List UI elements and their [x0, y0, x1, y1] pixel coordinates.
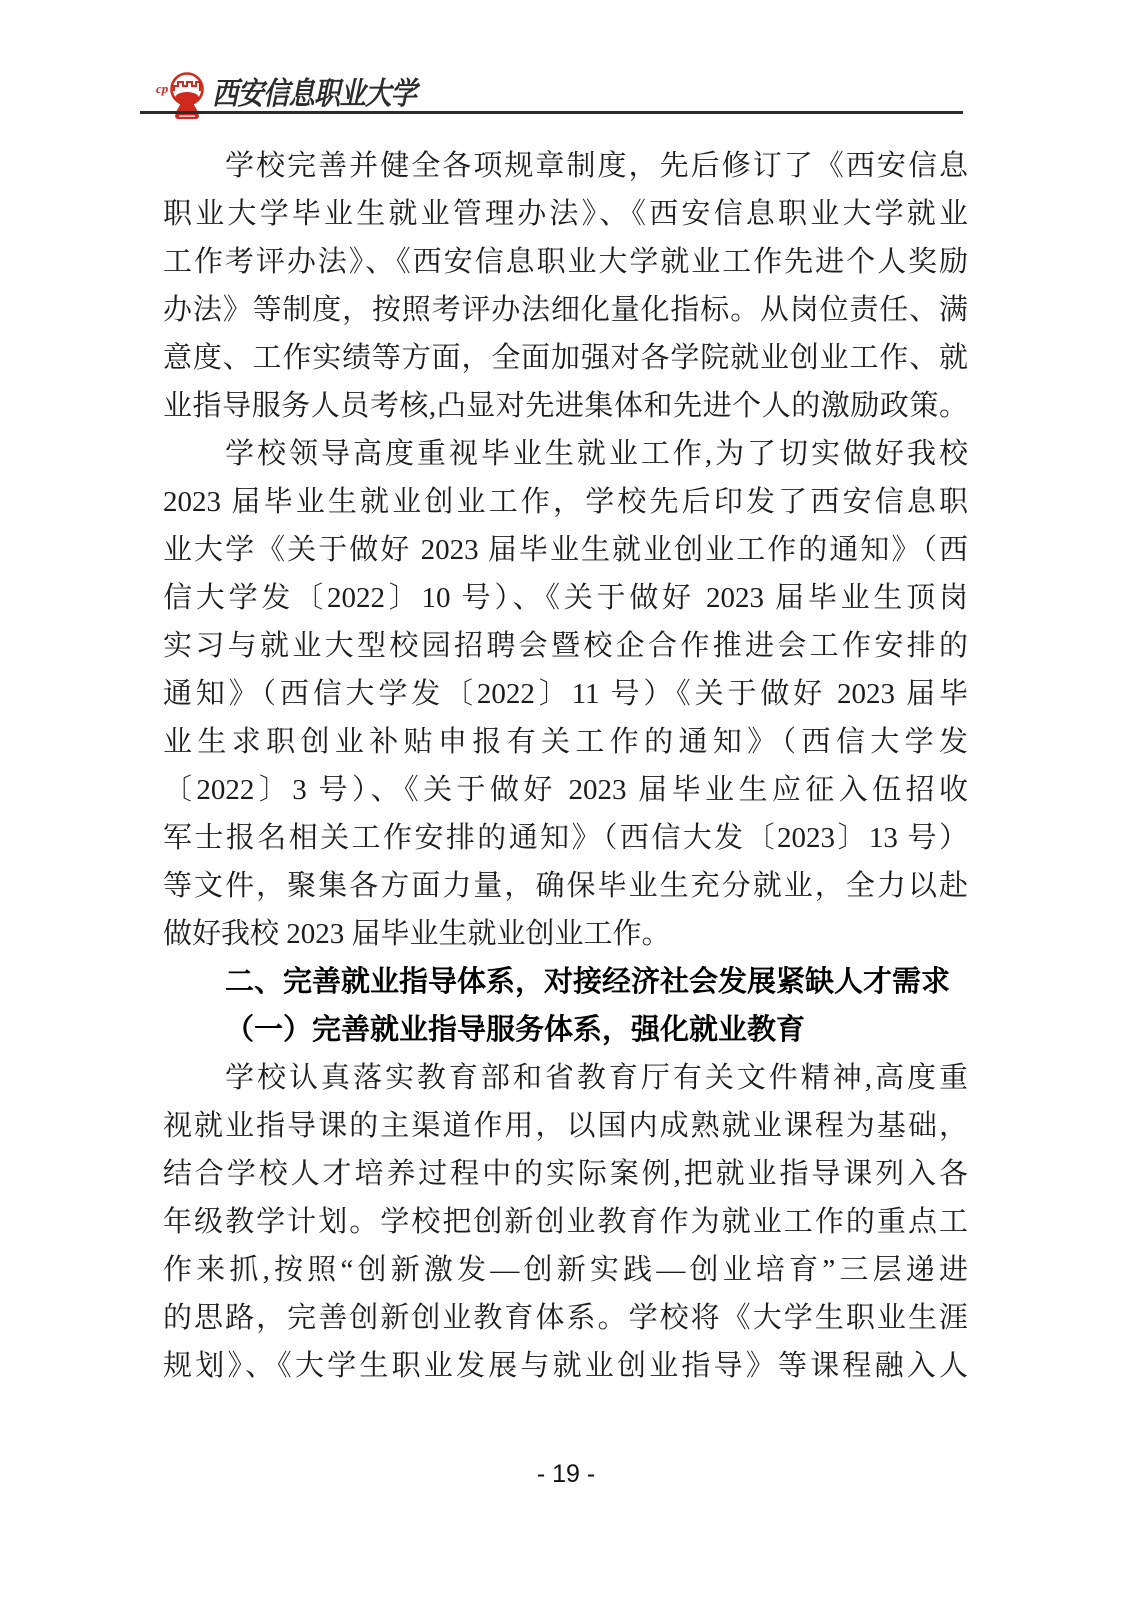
school-name: 西安信息职业大学: [212, 76, 416, 111]
subsection-heading: （一）完善就业指导服务体系，强化就业教育: [225, 1014, 806, 1046]
body-line: 业大学《关于做好 2023 届毕业生就业创业工作的通知》（西: [163, 534, 968, 566]
emblem-globe: [175, 92, 199, 104]
body-line: 实习与就业大型校园招聘会暨校企合作推进会工作安排的: [163, 630, 968, 662]
body-line: 通知》（西信大学发〔2022〕11 号）《关于做好 2023 届毕: [163, 678, 968, 710]
page-number: - 19 -: [536, 1460, 596, 1488]
body-line: 学校领导高度重视毕业生就业工作,为了切实做好我校: [225, 438, 968, 470]
body-line: 〔2022〕3 号）、《关于做好 2023 届毕业生应征入伍招收: [163, 774, 968, 806]
body-line: 办法》等制度，按照考评办法细化量化指标。从岗位责任、满: [163, 294, 968, 326]
body-line: 等文件，聚集各方面力量，确保毕业生充分就业，全力以赴: [163, 870, 968, 902]
body-line: 学校认真落实教育部和省教育厅有关文件精神,高度重: [225, 1062, 968, 1094]
logo-cp-text: cp: [156, 81, 169, 96]
body-line: 业生求职创业补贴申报有关工作的通知》（西信大学发: [163, 726, 968, 758]
body-line: 视就业指导课的主渠道作用，以国内成熟就业课程为基础，: [163, 1110, 968, 1142]
body-line: 的思路，完善创新创业教育体系。学校将《大学生职业生涯: [163, 1302, 968, 1334]
body-line: 意度、工作实绩等方面，全面加强对各学院就业创业工作、就: [163, 342, 968, 374]
body-line: 业指导服务人员考核,凸显对先进集体和先进个人的激励政策。: [163, 390, 968, 422]
emblem-banner-text: [179, 115, 195, 116]
section-heading: 二、完善就业指导体系，对接经济社会发展紧缺人才需求: [225, 966, 951, 998]
body-line: 学校完善并健全各项规章制度，先后修订了《西安信息: [225, 150, 968, 182]
body-line: 职业大学毕业生就业管理办法》、《西安信息职业大学就业: [163, 198, 968, 230]
body-line: 规划》、《大学生职业发展与就业创业指导》等课程融入人: [163, 1350, 968, 1382]
body-line: 工作考评办法》、《西安信息职业大学就业工作先进个人奖励: [163, 246, 968, 278]
body-line: 信大学发〔2022〕10 号）、《关于做好 2023 届毕业生顶岗: [163, 582, 968, 614]
body-line: 作来抓,按照“创新激发—创新实践—创业培育”三层递进: [163, 1254, 968, 1286]
body-line: 做好我校 2023 届毕业生就业创业工作。: [163, 918, 671, 950]
page-header: [0, 0, 1132, 120]
body-line: 结合学校人才培养过程中的实际案例,把就业指导课列入各: [163, 1158, 968, 1190]
body-line: 军士报名相关工作安排的通知》（西信大发〔2023〕13 号）: [163, 822, 968, 854]
document-body: [163, 142, 968, 1390]
body-line: 年级教学计划。学校把创新创业教育作为就业工作的重点工: [163, 1206, 968, 1238]
body-line: 2023 届毕业生就业创业工作，学校先后印发了西安信息职: [163, 486, 968, 518]
header-divider: [140, 111, 963, 114]
